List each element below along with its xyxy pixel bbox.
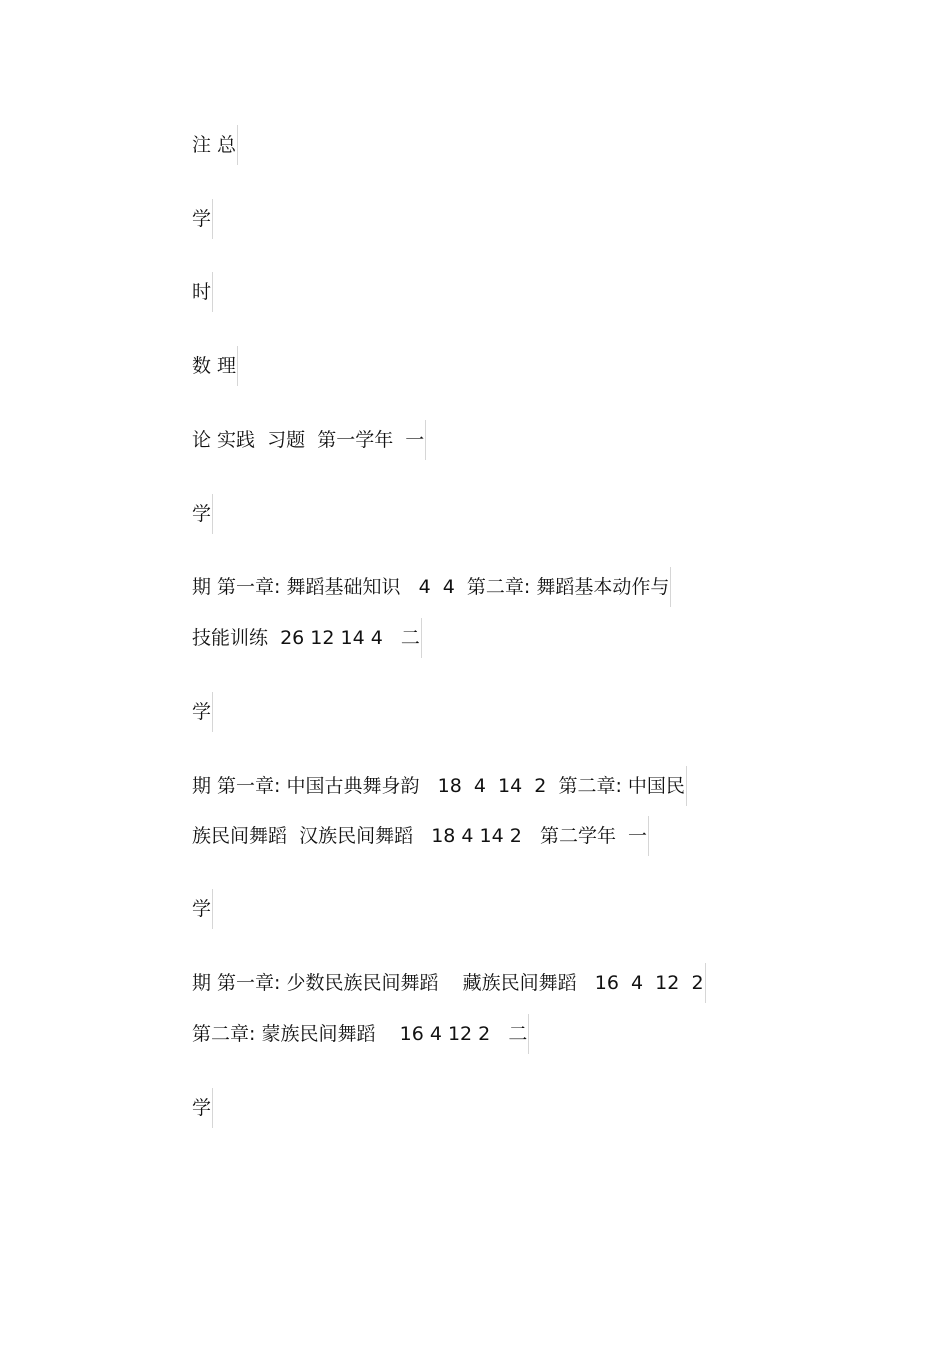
text-line: 学 [192, 692, 213, 732]
text-line: 学 [192, 494, 213, 534]
text-line: 期 第一章: 少数民族民间舞蹈 藏族民间舞蹈 16 4 12 2 [192, 963, 706, 1003]
text-line: 时 [192, 272, 213, 312]
text-line: 学 [192, 199, 213, 239]
text-line: 数 理 [192, 346, 238, 386]
text-line: 技能训练 26 12 14 4 二 [192, 618, 422, 658]
text-line: 族民间舞蹈 汉族民间舞蹈 18 4 14 2 第二学年 一 [192, 816, 649, 856]
text-line: 学 [192, 889, 213, 929]
text-line: 学 [192, 1088, 213, 1128]
text-line: 第二章: 蒙族民间舞蹈 16 4 12 2 二 [192, 1014, 529, 1054]
text-line: 论 实践 习题 第一学年 一 [192, 420, 426, 460]
text-line: 期 第一章: 中国古典舞身韵 18 4 14 2 第二章: 中国民 [192, 766, 687, 806]
text-line: 期 第一章: 舞蹈基础知识 4 4 第二章: 舞蹈基本动作与 [192, 567, 671, 607]
text-line: 注 总 [192, 125, 238, 165]
